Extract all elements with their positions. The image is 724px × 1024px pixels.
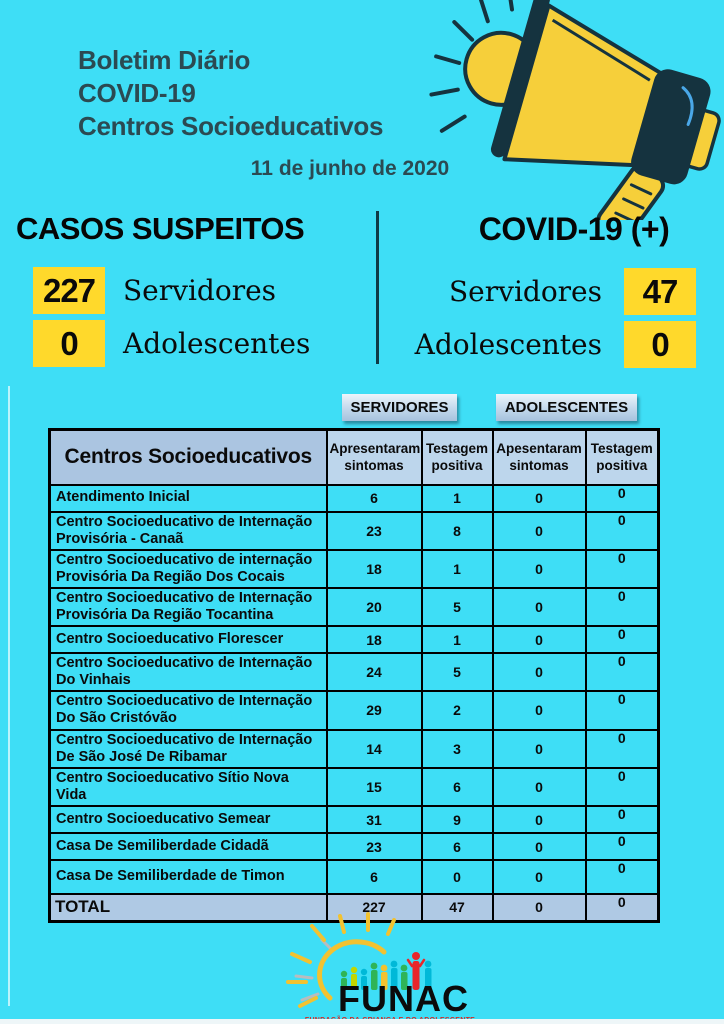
cell-value: 0 — [586, 588, 659, 626]
table-row — [50, 653, 659, 691]
cell-value: 5 — [422, 653, 493, 691]
cell-value: 0 — [493, 485, 586, 512]
page-title-line2: COVID-19 — [78, 78, 196, 108]
table-row — [50, 485, 659, 512]
positive-adolescentes-row — [398, 321, 696, 368]
cell-value: 0 — [493, 860, 586, 894]
page-title-line3: Centros Socioeducativos — [78, 111, 384, 141]
cell-value: 23 — [327, 512, 422, 550]
funac-logo — [278, 912, 494, 1024]
cell-value: 14 — [327, 730, 422, 768]
center-name: Centro Socioeducativo de Internação Do Vinhais — [50, 653, 327, 691]
cell-value: 6 — [422, 833, 493, 860]
cell-value: 0 — [493, 588, 586, 626]
cell-value: 0 — [493, 806, 586, 833]
center-name: Casa De Semiliberdade Cidadã — [50, 833, 327, 860]
cell-value: 0 — [586, 833, 659, 860]
cell-value: 0 — [422, 860, 493, 894]
cell-value: 0 — [493, 730, 586, 768]
total-value: 0 — [493, 894, 586, 921]
table-row — [50, 691, 659, 729]
cell-value: 0 — [493, 691, 586, 729]
cell-value: 9 — [422, 806, 493, 833]
cell-value: 8 — [422, 512, 493, 550]
cell-value: 0 — [586, 691, 659, 729]
total-value: 227 — [327, 894, 422, 921]
table-row — [50, 588, 659, 626]
center-name: Centro Socioeducativo de Internação De São José De Ribamar — [50, 730, 327, 768]
cell-value: 1 — [422, 485, 493, 512]
center-name: Centro Socioeducativo Florescer — [50, 626, 327, 653]
stats-divider — [376, 211, 379, 364]
col-header-centros: Centros Socioeducativos — [50, 430, 327, 485]
cell-value: 15 — [327, 768, 422, 806]
cell-value: 31 — [327, 806, 422, 833]
suspected-adolescentes-row — [33, 320, 310, 367]
cell-value: 0 — [586, 512, 659, 550]
col-header-serv-sintomas: Apresentaram sintomas — [327, 430, 422, 485]
table-row — [50, 806, 659, 833]
cell-value: 0 — [586, 626, 659, 653]
center-name: Centro Socioeducativo de internação Provisória Da Região Dos Cocais — [50, 550, 327, 588]
cell-value: 0 — [493, 833, 586, 860]
cell-value: 6 — [327, 860, 422, 894]
table-row — [50, 833, 659, 860]
positive-adolescentes-label: Adolescentes — [414, 328, 602, 361]
bottom-edge — [0, 1019, 724, 1024]
cell-value: 0 — [586, 485, 659, 512]
megaphone-icon — [424, 0, 724, 220]
suspected-servidores-label: Servidores — [123, 274, 277, 307]
page-title — [78, 44, 383, 143]
cell-value: 0 — [493, 768, 586, 806]
center-name: Centro Socioeducativo de Internação Provisória - Canaã — [50, 512, 327, 550]
cell-value: 0 — [586, 550, 659, 588]
group-header-adolescentes: ADOLESCENTES — [496, 394, 637, 421]
cell-value: 0 — [493, 550, 586, 588]
cell-value: 1 — [422, 550, 493, 588]
cell-value: 2 — [422, 691, 493, 729]
cell-value: 6 — [327, 485, 422, 512]
suspected-cases-title: CASOS SUSPEITOS — [16, 211, 305, 246]
cell-value: 18 — [327, 626, 422, 653]
suspected-servidores-count: 227 — [33, 267, 105, 314]
cell-value: 20 — [327, 588, 422, 626]
center-name: Centro Socioeducativo de Internação Provisória Da Região Tocantina — [50, 588, 327, 626]
col-header-adol-sintomas: Apesentaram sintomas — [493, 430, 586, 485]
covid-table — [48, 428, 660, 923]
col-header-serv-testagem: Testagem positiva — [422, 430, 493, 485]
cell-value: 23 — [327, 833, 422, 860]
table-row — [50, 550, 659, 588]
page-crease — [8, 386, 10, 1006]
cell-value: 1 — [422, 626, 493, 653]
table-row — [50, 730, 659, 768]
col-header-adol-testagem: Testagem positiva — [586, 430, 659, 485]
cell-value: 0 — [493, 653, 586, 691]
suspected-adolescentes-label: Adolescentes — [123, 327, 311, 360]
cell-value: 0 — [586, 860, 659, 894]
positive-servidores-label: Servidores — [448, 275, 602, 308]
positive-servidores-row — [398, 268, 696, 315]
cell-value: 0 — [586, 806, 659, 833]
group-header-servidores: SERVIDORES — [342, 394, 457, 421]
cell-value: 0 — [586, 730, 659, 768]
cell-value: 0 — [493, 626, 586, 653]
positive-adolescentes-count: 0 — [624, 321, 696, 368]
cell-value: 0 — [586, 768, 659, 806]
center-name: Casa De Semiliberdade de Timon — [50, 860, 327, 894]
table-header-row — [50, 430, 659, 485]
funac-logo-text: FUNAC — [338, 978, 469, 1019]
cell-value: 24 — [327, 653, 422, 691]
positive-cases-title: COVID-19 (+) — [478, 211, 670, 247]
suspected-servidores-row — [33, 267, 276, 314]
suspected-adolescentes-count: 0 — [33, 320, 105, 367]
center-name: Centro Socioeducativo de Internação Do São Cristóvão — [50, 691, 327, 729]
table-row — [50, 768, 659, 806]
cell-value: 18 — [327, 550, 422, 588]
bulletin-date: 11 de junho de 2020 — [250, 157, 450, 180]
page-title-line1: Boletim Diário — [78, 45, 251, 75]
cell-value: 29 — [327, 691, 422, 729]
cell-value: 6 — [422, 768, 493, 806]
total-value: 47 — [422, 894, 493, 921]
total-value: 0 — [586, 894, 659, 921]
center-name: Centro Socioeducativo Sítio Nova Vida — [50, 768, 327, 806]
cell-value: 3 — [422, 730, 493, 768]
table-row — [50, 626, 659, 653]
cell-value: 0 — [586, 653, 659, 691]
table-row — [50, 512, 659, 550]
cell-value: 0 — [493, 512, 586, 550]
total-label: TOTAL — [50, 894, 327, 921]
cell-value: 5 — [422, 588, 493, 626]
center-name: Centro Socioeducativo Semear — [50, 806, 327, 833]
center-name: Atendimento Inicial — [50, 485, 327, 512]
positive-servidores-count: 47 — [624, 268, 696, 315]
table-row — [50, 860, 659, 894]
